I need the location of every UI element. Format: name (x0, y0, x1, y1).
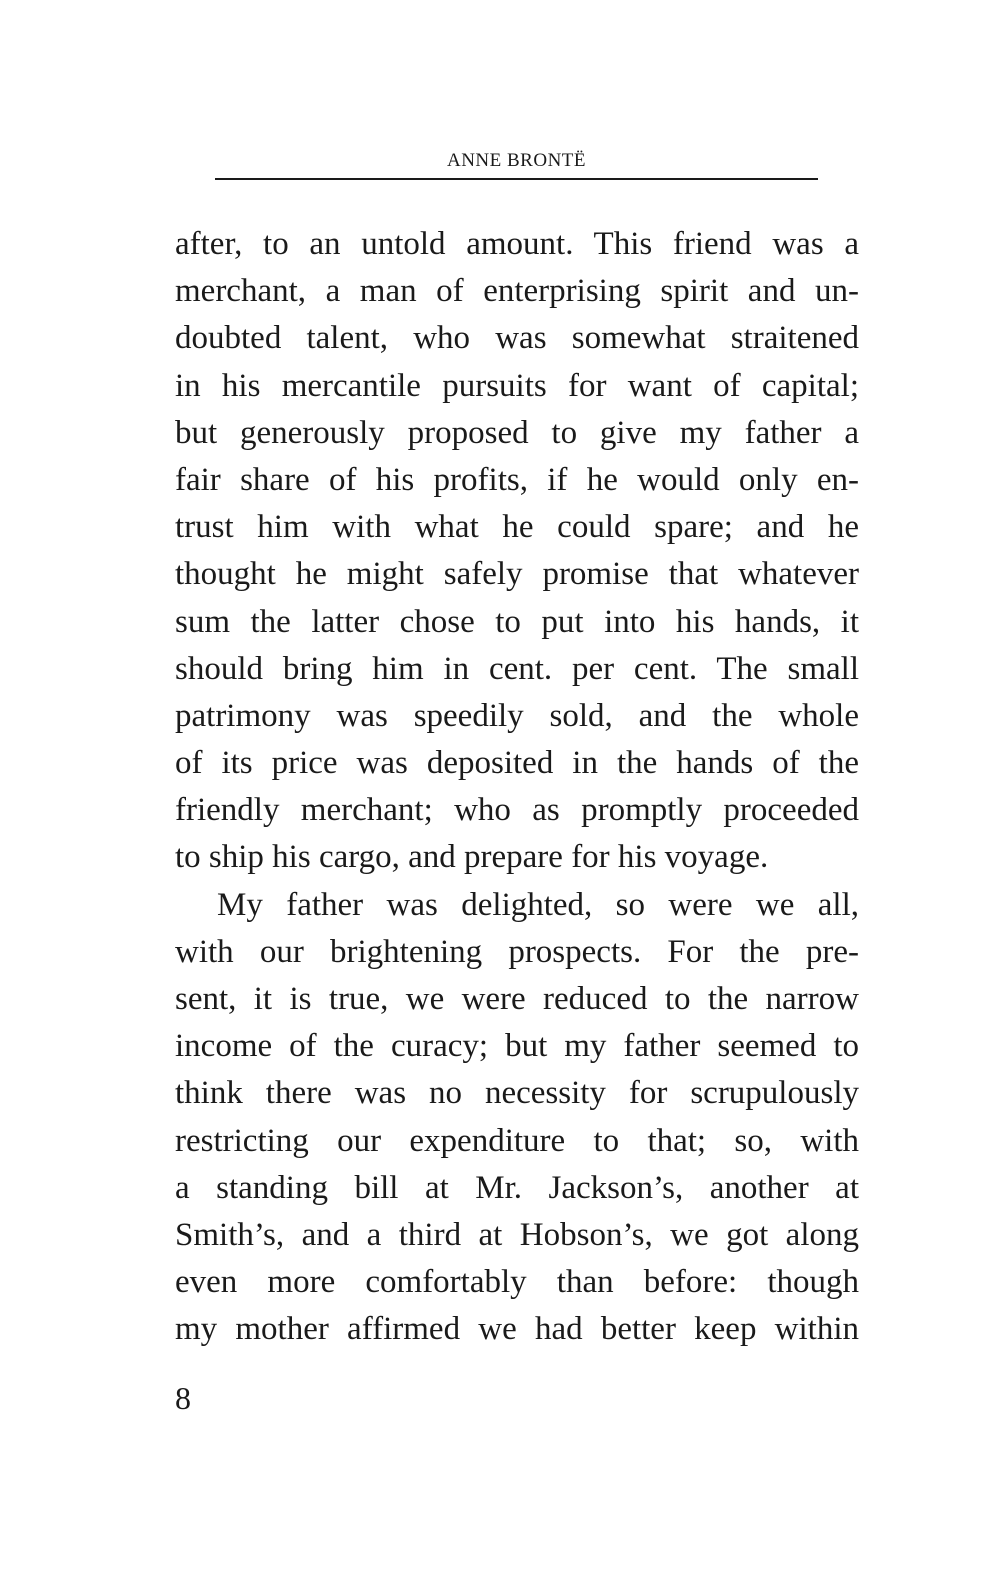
text-line: Smith’s, and a third at Hobson’s, we got along (175, 1216, 859, 1253)
running-head-title: ANNE BRONTË (446, 150, 587, 171)
text-line: my mother affirmed we had better keep within (175, 1311, 859, 1348)
text-line: with our brightening prospects. For the pre- (175, 933, 859, 970)
text-line: in his mercantile pursuits for want of capital; (175, 367, 859, 404)
text-line: trust him with what he could spare; and he (175, 509, 859, 546)
text-line: thought he might safely promise that whatever (175, 556, 859, 593)
text-line: fair share of his profits, if he would only en- (175, 461, 859, 498)
body-text (175, 221, 859, 1354)
text-line: but generously proposed to give my father a (175, 414, 859, 451)
text-line: doubted talent, who was somewhat straitened (175, 320, 859, 357)
text-line: even more comfortably than before: though (175, 1264, 859, 1301)
text-line: think there was no necessity for scrupulously (175, 1075, 859, 1112)
text-line: merchant, a man of enterprising spirit and un- (175, 273, 859, 310)
text-line: patrimony was speedily sold, and the whole (175, 697, 859, 734)
paragraph-start-line: My father was delighted, so were we all, (217, 886, 859, 923)
text-line: income of the curacy; but my father seemed to (175, 1028, 859, 1065)
text-line: sum the latter chose to put into his hands, it (175, 603, 859, 640)
header-rule (215, 178, 818, 180)
text-line: should bring him in cent. per cent. The small (175, 650, 859, 687)
text-line: sent, it is true, we were reduced to the narrow (175, 981, 859, 1017)
paragraph-end-line: to ship his cargo, and prepare for his voyage. (175, 839, 769, 876)
page-number: 8 (175, 1380, 191, 1416)
text-line: a standing bill at Mr. Jackson’s, another at (175, 1169, 859, 1206)
text-line: after, to an untold amount. This friend was a (175, 226, 859, 262)
text-line: friendly merchant; who as promptly proceeded (175, 792, 859, 829)
text-line: restricting our expenditure to that; so, with (175, 1122, 859, 1159)
text-line: of its price was deposited in the hands of the (175, 745, 859, 782)
